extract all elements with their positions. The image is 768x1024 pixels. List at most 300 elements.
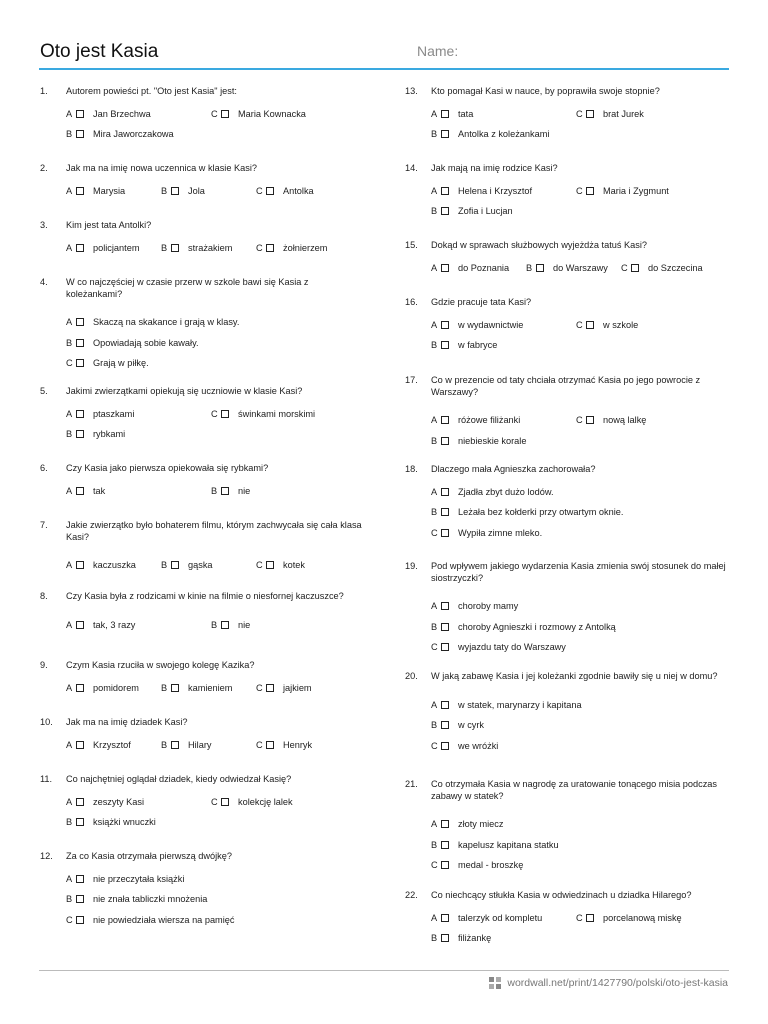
question-text-line xyxy=(40,851,370,863)
footer xyxy=(489,977,728,989)
option-letter: A xyxy=(431,319,438,330)
option-text: kotek xyxy=(283,560,305,570)
checkbox[interactable] xyxy=(441,934,449,942)
option-text: Helena i Krzysztof xyxy=(458,185,533,196)
option-letter: B xyxy=(66,817,73,827)
answer-option-c[interactable] xyxy=(256,682,312,694)
checkbox[interactable] xyxy=(441,861,449,869)
answer-option-c[interactable] xyxy=(211,408,315,420)
question-text: Za co Kasia otrzymała pierwszą dwójkę? xyxy=(66,851,232,861)
checkbox[interactable] xyxy=(76,318,84,326)
answer-option-a[interactable] xyxy=(66,408,134,420)
answer-option-a[interactable] xyxy=(66,185,125,197)
checkbox[interactable] xyxy=(76,430,84,438)
answer-option-a[interactable] xyxy=(66,242,139,254)
option-text: świnkami morskimi xyxy=(238,408,316,419)
checkbox[interactable] xyxy=(266,187,274,195)
question-text: Jak ma na imię dziadek Kasi? xyxy=(66,717,188,727)
option-letter: C xyxy=(211,408,218,419)
question-text-line xyxy=(405,297,735,309)
option-text: filiżankę xyxy=(458,933,492,943)
answer-option-a[interactable] xyxy=(66,619,135,631)
option-letter: B xyxy=(431,507,438,517)
question-text-line xyxy=(40,717,370,729)
answer-option-a[interactable] xyxy=(431,600,518,612)
checkbox[interactable] xyxy=(171,187,179,195)
option-text: tak, 3 razy xyxy=(93,619,136,630)
option-text: żołnierzem xyxy=(283,242,328,253)
checkbox[interactable] xyxy=(221,110,229,118)
option-letter: B xyxy=(161,682,168,693)
checkbox[interactable] xyxy=(441,602,449,610)
option-letter: C xyxy=(576,319,583,330)
option-text: tak xyxy=(93,485,106,496)
option-text: Jola xyxy=(188,185,205,196)
answer-option-b[interactable] xyxy=(161,682,232,694)
question-text: Co najchętniej oglądał dziadek, kiedy odwiedzał Kasię? xyxy=(66,774,292,784)
answer-option-a[interactable] xyxy=(431,108,473,120)
checkbox[interactable] xyxy=(76,187,84,195)
option-letter: C xyxy=(431,642,438,652)
answer-option-c[interactable] xyxy=(431,527,542,539)
option-text: nie znała tabliczki mnożenia xyxy=(93,894,208,904)
option-text: w cyrk xyxy=(458,720,485,730)
checkbox[interactable] xyxy=(441,529,449,537)
checkbox[interactable] xyxy=(441,623,449,631)
checkbox[interactable] xyxy=(76,895,84,903)
question-text: Co w prezencie od taty chciała otrzymać Kasia po jego powrocie z Warszawy? xyxy=(431,375,701,397)
option-letter: B xyxy=(66,894,73,904)
checkbox[interactable] xyxy=(221,410,229,418)
checkbox[interactable] xyxy=(441,416,449,424)
question-16 xyxy=(405,297,735,350)
question-number: 8. xyxy=(40,591,48,601)
answer-option-a[interactable] xyxy=(431,262,509,274)
question-8 xyxy=(40,591,370,630)
question-text-line xyxy=(405,375,735,398)
question-18 xyxy=(405,464,735,538)
checkbox[interactable] xyxy=(221,487,229,495)
option-text: kolekcję lalek xyxy=(238,796,293,807)
option-letter: B xyxy=(211,619,218,630)
option-letter: B xyxy=(431,621,438,632)
checkbox[interactable] xyxy=(76,916,84,924)
answer-option-a[interactable] xyxy=(66,559,136,571)
question-10 xyxy=(40,717,370,750)
checkbox[interactable] xyxy=(76,684,84,692)
option-text: kapelusz kapitana statku xyxy=(458,839,559,850)
answer-option-a[interactable] xyxy=(431,818,503,830)
question-text: Gdzie pracuje tata Kasi? xyxy=(431,297,532,307)
question-text-line xyxy=(405,890,735,902)
option-text: do Szczecina xyxy=(648,262,703,273)
answer-option-b[interactable] xyxy=(431,932,491,944)
option-letter: C xyxy=(576,415,583,425)
checkbox[interactable] xyxy=(76,875,84,883)
answer-option-a[interactable] xyxy=(431,185,532,197)
checkbox[interactable] xyxy=(221,798,229,806)
question-7 xyxy=(40,520,370,570)
option-letter: C xyxy=(621,262,628,273)
option-text: kamieniem xyxy=(188,682,233,693)
option-text: Maria Kownacka xyxy=(238,108,306,119)
answer-option-b[interactable] xyxy=(161,739,211,751)
footer-url[interactable]: wordwall.net/print/1427790/polski/oto-jest-kasia xyxy=(507,977,728,989)
question-text: Co niechcący stłukła Kasia w odwiedzinach u dziadka Hilarego? xyxy=(431,890,692,900)
checkbox[interactable] xyxy=(441,187,449,195)
question-11 xyxy=(40,774,370,827)
question-text: Co otrzymała Kasia w nagrodę za uratowanie tonącego misia podczas zabawy w statek? xyxy=(431,779,717,801)
checkbox[interactable] xyxy=(171,561,179,569)
answer-option-b[interactable] xyxy=(431,839,559,851)
question-number: 2. xyxy=(40,163,48,173)
question-text: Dokąd w sprawach służbowych wyjeżdża tatuś Kasi? xyxy=(431,240,648,250)
option-text: w statek, marynarzy i kapitana xyxy=(458,699,582,710)
option-text: Krzysztof xyxy=(93,739,131,750)
option-letter: A xyxy=(431,185,438,196)
question-text: W jaką zabawę Kasia i jej koleżanki zgodnie bawiły się u niej w domu? xyxy=(431,671,718,681)
question-20 xyxy=(405,671,735,751)
option-letter: B xyxy=(431,839,438,850)
checkbox[interactable] xyxy=(171,684,179,692)
answer-option-b[interactable] xyxy=(431,205,513,217)
answer-option-c[interactable] xyxy=(576,108,644,120)
checkbox[interactable] xyxy=(586,416,594,424)
answer-option-c[interactable] xyxy=(576,185,669,197)
option-text: Maria i Zygmunt xyxy=(603,185,669,196)
checkbox[interactable] xyxy=(76,621,84,629)
question-number: 18. xyxy=(405,464,418,474)
option-text: Zjadła zbyt dużo lodów. xyxy=(458,486,554,497)
question-text-line xyxy=(40,386,370,398)
option-letter: C xyxy=(211,108,218,119)
checkbox[interactable] xyxy=(586,321,594,329)
answer-option-a[interactable] xyxy=(66,316,239,328)
option-letter: B xyxy=(526,262,533,273)
question-15 xyxy=(405,240,735,273)
question-text: Kim jest tata Antolki? xyxy=(66,220,152,230)
question-text: Pod wpływem jakiego wydarzenia Kasia zmienia swój stosunek do małej siostrzyczki? xyxy=(431,561,726,583)
option-letter: A xyxy=(431,699,438,710)
option-text: zeszyty Kasi xyxy=(93,796,145,807)
option-letter: C xyxy=(256,560,263,570)
option-letter: A xyxy=(431,912,438,923)
checkbox[interactable] xyxy=(441,742,449,750)
checkbox[interactable] xyxy=(76,561,84,569)
question-text: Jak ma na imię nowa uczennica w klasie Kasi? xyxy=(66,163,257,173)
checkbox[interactable] xyxy=(441,110,449,118)
option-letter: C xyxy=(431,740,438,751)
answer-option-a[interactable] xyxy=(66,485,105,497)
question-9 xyxy=(40,660,370,693)
option-text: Mira Jaworczakowa xyxy=(93,129,174,139)
question-number: 5. xyxy=(40,386,48,396)
answer-option-c[interactable] xyxy=(431,641,566,653)
option-letter: A xyxy=(66,873,73,884)
question-text: Dlaczego mała Agnieszka zachorowała? xyxy=(431,464,596,474)
question-text-line xyxy=(40,86,370,98)
answer-option-c[interactable] xyxy=(576,414,646,426)
question-text-line xyxy=(40,520,370,543)
option-letter: A xyxy=(66,317,73,327)
answer-option-b[interactable] xyxy=(526,262,608,274)
question-5 xyxy=(40,386,370,439)
option-letter: B xyxy=(431,206,438,216)
checkbox[interactable] xyxy=(441,643,449,651)
question-text: Czym Kasia rzuciła w swojego kolegę Kazika? xyxy=(66,660,255,670)
question-4 xyxy=(40,277,370,368)
answer-option-c[interactable] xyxy=(256,559,305,571)
checkbox[interactable] xyxy=(441,207,449,215)
option-text: talerzyk od kompletu xyxy=(458,912,543,923)
question-text: W co najczęściej w czasie przerw w szkole bawi się Kasia z koleżankami? xyxy=(66,277,309,299)
answer-option-c[interactable] xyxy=(256,242,327,254)
option-text: policjantem xyxy=(93,242,140,253)
answer-option-b[interactable] xyxy=(161,185,205,197)
option-text: wyjazdu taty do Warszawy xyxy=(458,642,566,652)
question-text-line xyxy=(40,660,370,672)
checkbox[interactable] xyxy=(76,244,84,252)
checkbox[interactable] xyxy=(441,721,449,729)
answer-option-b[interactable] xyxy=(211,619,250,631)
answer-option-c[interactable] xyxy=(256,739,312,751)
checkbox[interactable] xyxy=(76,130,84,138)
option-letter: A xyxy=(431,108,438,119)
question-14 xyxy=(405,163,735,216)
answer-option-b[interactable] xyxy=(66,816,156,828)
option-letter: B xyxy=(431,720,438,730)
question-number: 11. xyxy=(40,774,53,784)
checkbox[interactable] xyxy=(441,437,449,445)
checkbox[interactable] xyxy=(441,914,449,922)
option-letter: B xyxy=(431,340,438,350)
option-letter: A xyxy=(431,415,438,425)
option-text: niebieskie korale xyxy=(458,435,527,446)
answer-option-a[interactable] xyxy=(66,108,151,120)
option-text: jajkiem xyxy=(283,682,312,693)
option-letter: B xyxy=(66,129,73,139)
worksheet-header xyxy=(39,38,729,70)
option-letter: A xyxy=(431,486,438,497)
answer-option-c[interactable] xyxy=(256,185,314,197)
question-number: 10. xyxy=(40,717,53,727)
checkbox[interactable] xyxy=(441,488,449,496)
option-letter: A xyxy=(66,560,73,570)
checkbox[interactable] xyxy=(441,130,449,138)
question-3 xyxy=(40,220,370,253)
question-text-line xyxy=(40,220,370,232)
checkbox[interactable] xyxy=(76,110,84,118)
checkbox[interactable] xyxy=(266,684,274,692)
question-text: Czy Kasia była z rodzicami w kinie na filmie o niesfornej kaczuszce? xyxy=(66,591,344,601)
question-text: Jakimi zwierzątkami opiekują się uczniowie w klasie Kasi? xyxy=(66,386,303,396)
option-letter: C xyxy=(66,358,73,368)
answer-option-b[interactable] xyxy=(161,559,213,571)
question-text-line xyxy=(405,464,735,476)
question-text: Jakie zwierzątko było bohaterem filmu, którym zachwycała się cała klasa Kasi? xyxy=(66,520,362,542)
option-text: brat Jurek xyxy=(603,108,644,119)
answer-option-c[interactable] xyxy=(66,914,234,926)
checkbox[interactable] xyxy=(586,187,594,195)
option-text: medal - broszkę xyxy=(458,860,524,870)
question-text: Autorem powieści pt. "Oto jest Kasia" jest: xyxy=(66,86,237,96)
checkbox[interactable] xyxy=(76,410,84,418)
answer-option-a[interactable] xyxy=(431,912,542,924)
option-text: Opowiadają sobie kawały. xyxy=(93,337,199,348)
answer-option-a[interactable] xyxy=(431,319,523,331)
checkbox[interactable] xyxy=(266,561,274,569)
question-19 xyxy=(405,561,735,652)
checkbox[interactable] xyxy=(441,508,449,516)
option-text: złoty miecz xyxy=(458,819,504,829)
answer-option-a[interactable] xyxy=(431,699,582,711)
answer-option-a[interactable] xyxy=(66,739,131,751)
answer-option-c[interactable] xyxy=(576,319,638,331)
answer-option-a[interactable] xyxy=(431,414,520,426)
option-text: we wróżki xyxy=(458,740,499,751)
answer-option-b[interactable] xyxy=(66,337,199,349)
question-number: 7. xyxy=(40,520,48,530)
question-1 xyxy=(40,86,370,139)
question-22 xyxy=(405,890,735,943)
checkbox[interactable] xyxy=(76,487,84,495)
checkbox[interactable] xyxy=(441,820,449,828)
option-text: nową lalkę xyxy=(603,415,647,425)
checkbox[interactable] xyxy=(441,264,449,272)
answer-option-a[interactable] xyxy=(66,873,184,885)
answer-option-b[interactable] xyxy=(431,506,623,518)
question-text-line xyxy=(40,591,370,603)
checkbox[interactable] xyxy=(631,264,639,272)
option-text: Zofia i Lucjan xyxy=(458,206,513,216)
answer-option-b[interactable] xyxy=(66,893,207,905)
answer-option-c[interactable] xyxy=(431,859,523,871)
option-text: w szkole xyxy=(603,319,639,330)
checkbox[interactable] xyxy=(536,264,544,272)
question-text-line xyxy=(405,86,735,98)
question-number: 9. xyxy=(40,660,48,670)
checkbox[interactable] xyxy=(171,741,179,749)
checkbox[interactable] xyxy=(76,818,84,826)
answer-option-c[interactable] xyxy=(621,262,703,274)
option-letter: B xyxy=(161,242,168,253)
option-letter: A xyxy=(431,601,438,611)
checkbox[interactable] xyxy=(76,339,84,347)
option-text: kaczuszka xyxy=(93,560,136,570)
option-text: Grają w piłkę. xyxy=(93,358,149,368)
answer-option-a[interactable] xyxy=(431,486,554,498)
option-text: strażakiem xyxy=(188,242,233,253)
checkbox[interactable] xyxy=(76,359,84,367)
answer-option-b[interactable] xyxy=(431,621,616,633)
answer-option-b[interactable] xyxy=(66,128,174,140)
answer-option-b[interactable] xyxy=(211,485,250,497)
answer-option-c[interactable] xyxy=(66,357,149,369)
question-text: Jak mają na imię rodzice Kasi? xyxy=(431,163,558,173)
option-text: nie xyxy=(238,485,251,496)
question-2 xyxy=(40,163,370,196)
option-text: nie powiedziała wiersza na pamięć xyxy=(93,914,235,925)
answer-option-a[interactable] xyxy=(66,682,139,694)
checkbox[interactable] xyxy=(266,244,274,252)
question-number: 13. xyxy=(405,86,418,96)
answer-option-b[interactable] xyxy=(431,435,526,447)
checkbox[interactable] xyxy=(76,798,84,806)
checkbox[interactable] xyxy=(586,110,594,118)
option-text: Wypiła zimne mleko. xyxy=(458,527,543,538)
question-text-line xyxy=(405,240,735,252)
option-letter: C xyxy=(576,912,583,923)
checkbox[interactable] xyxy=(441,701,449,709)
option-text: w wydawnictwie xyxy=(458,319,524,330)
worksheet-title: Oto jest Kasia xyxy=(40,41,159,62)
answer-option-b[interactable] xyxy=(66,428,125,440)
option-text: Jan Brzechwa xyxy=(93,108,151,119)
checkbox[interactable] xyxy=(441,321,449,329)
option-letter: B xyxy=(66,337,73,348)
question-number: 21. xyxy=(405,779,418,789)
checkbox[interactable] xyxy=(441,341,449,349)
question-text-line xyxy=(405,163,735,175)
option-text: Henryk xyxy=(283,739,313,750)
question-number: 14. xyxy=(405,163,418,173)
option-letter: B xyxy=(431,435,438,446)
option-letter: A xyxy=(66,682,73,693)
answer-option-c[interactable] xyxy=(576,912,682,924)
answer-option-b[interactable] xyxy=(431,719,484,731)
answer-option-a[interactable] xyxy=(66,796,144,808)
answer-option-c[interactable] xyxy=(211,796,293,808)
question-text: Kto pomagał Kasi w nauce, by poprawiła swoje stopnie? xyxy=(431,86,660,96)
option-text: do Warszawy xyxy=(553,262,608,273)
answer-option-c[interactable] xyxy=(211,108,306,120)
option-letter: A xyxy=(66,408,73,419)
question-text-line xyxy=(40,277,370,300)
option-letter: C xyxy=(66,914,73,925)
option-letter: A xyxy=(66,108,73,119)
footer-divider xyxy=(39,970,729,971)
question-number: 17. xyxy=(405,375,418,385)
answer-option-b[interactable] xyxy=(431,128,549,140)
question-number: 1. xyxy=(40,86,48,96)
option-letter: C xyxy=(576,185,583,196)
question-number: 20. xyxy=(405,671,418,681)
question-number: 4. xyxy=(40,277,48,287)
question-21 xyxy=(405,779,735,870)
option-letter: C xyxy=(431,860,438,870)
checkbox[interactable] xyxy=(266,741,274,749)
answer-option-b[interactable] xyxy=(161,242,232,254)
question-text-line xyxy=(405,779,735,802)
question-text-line xyxy=(405,671,735,683)
name-label: Name: xyxy=(417,43,459,59)
option-letter: B xyxy=(161,560,168,570)
question-number: 6. xyxy=(40,463,48,473)
option-text: pomidorem xyxy=(93,682,139,693)
checkbox[interactable] xyxy=(221,621,229,629)
checkbox[interactable] xyxy=(171,244,179,252)
checkbox[interactable] xyxy=(76,741,84,749)
option-text: w fabryce xyxy=(458,340,498,350)
answer-option-b[interactable] xyxy=(431,339,497,351)
option-letter: A xyxy=(66,739,73,750)
checkbox[interactable] xyxy=(586,914,594,922)
option-text: Hilary xyxy=(188,739,212,750)
option-text: rybkami xyxy=(93,429,126,439)
option-text: porcelanową miskę xyxy=(603,912,682,923)
answer-option-c[interactable] xyxy=(431,740,498,752)
checkbox[interactable] xyxy=(441,841,449,849)
